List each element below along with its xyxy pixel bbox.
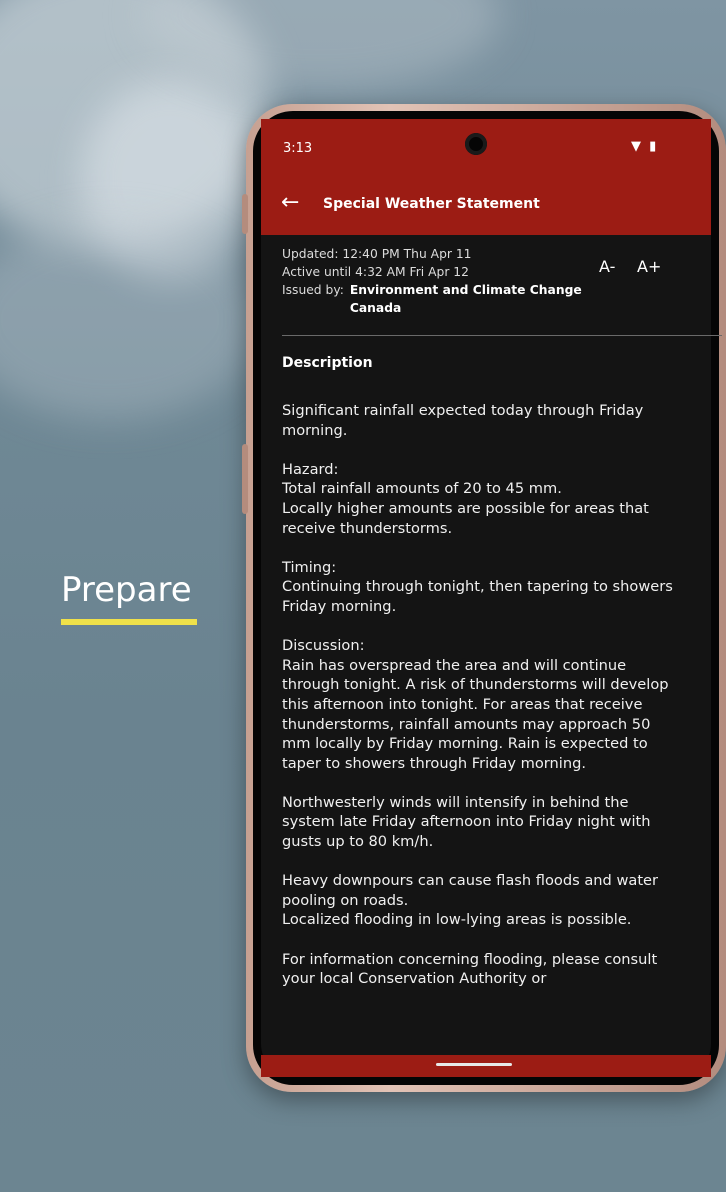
- description-heading: Description: [282, 355, 373, 371]
- decrease-font-button[interactable]: A-: [599, 257, 616, 276]
- promo-caption: Prepare: [61, 570, 192, 610]
- active-until: Active until 4:32 AM Fri Apr 12: [282, 265, 469, 279]
- phone-side-button: [242, 194, 248, 234]
- divider: [282, 335, 722, 336]
- issued-by-row: [282, 281, 590, 317]
- alert-meta: [282, 245, 590, 317]
- increase-font-button[interactable]: A+: [637, 257, 662, 276]
- phone-frame: [246, 104, 726, 1092]
- issued-by-value: Environment and Climate Change Canada: [349, 283, 582, 315]
- updated-time: Updated: 12:40 PM Thu Apr 11: [282, 247, 472, 261]
- phone-bezel: [253, 111, 719, 1085]
- home-indicator[interactable]: [436, 1063, 512, 1066]
- wifi-battery-icon: ▼ ▮: [631, 139, 659, 154]
- phone-side-button: [242, 444, 248, 514]
- status-time: 3:13: [283, 141, 313, 156]
- caption-underline: [61, 619, 197, 625]
- phone-screen: [261, 119, 711, 1077]
- issued-by-label: Issued by:: [282, 283, 344, 297]
- back-arrow-icon[interactable]: ←: [281, 190, 300, 215]
- navigation-bar: [261, 1055, 711, 1077]
- camera-hole-icon: [465, 133, 487, 155]
- page-title: Special Weather Statement: [323, 196, 540, 212]
- app-bar: [261, 119, 711, 235]
- description-body: Significant rainfall expected today through Friday morning. Hazard: Total rainfall amounts of 20 to 45 mm. Locally higher amounts are possible for areas that receive thunderstorms. Timing: Continuing through tonight, then tapering to showers Friday morning. Discussion: Rain has overspread the area and will continue through tonight. A risk of thunderstorms will develop this afternoon into tonight. For areas that receive thunderstorms, rainfall amounts may approach 50 mm locally by Friday morning. Rain is expected to taper to showers through Friday morning. Northwesterly winds will intensify in behind the system late Friday afternoon into Friday night with gusts up to 80 km/h. Heavy downpours can cause flash floods and water pooling on roads. Localized flooding in low-lying areas is possible. For information concerning flooding, please consult your local Conservation Authority or: [282, 402, 673, 988]
- alert-content[interactable]: [282, 235, 711, 1037]
